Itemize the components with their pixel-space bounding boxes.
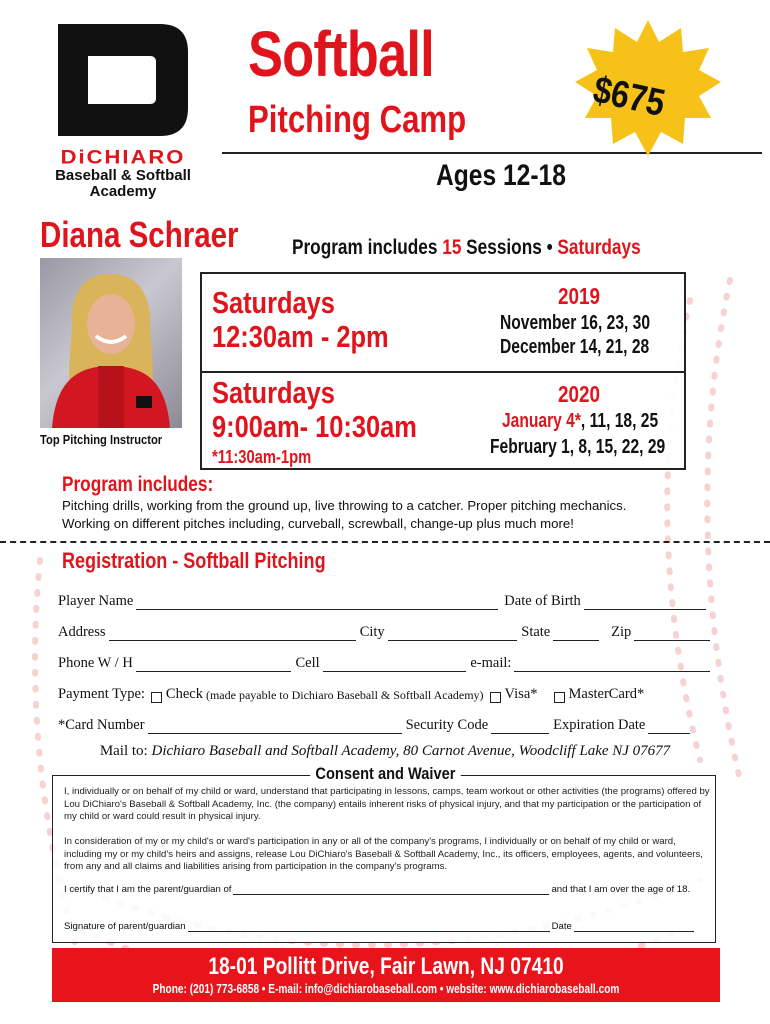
state-label: State [521, 624, 551, 640]
expiration-label: Expiration Date [553, 717, 646, 733]
state-field[interactable] [553, 626, 599, 641]
session2-year: 2020 [558, 381, 600, 407]
visa-label: Visa* [504, 686, 538, 702]
cell-field[interactable] [323, 657, 467, 672]
mail-prefix: Mail to: [99, 743, 152, 759]
card-number-label: *Card Number [58, 717, 145, 733]
mastercard-checkbox[interactable] [554, 692, 565, 703]
logo-subtitle [48, 168, 198, 200]
registration-heading: Registration - Softball Pitching [62, 548, 326, 573]
session1-dates-line1: November 16, 23, 30 [500, 312, 651, 334]
certify-suffix: and that I am over the age of 18. [551, 884, 691, 895]
mail-address: Dichiaro Baseball and Softball Academy, 80 Carnot Avenue, Woodcliff Lake NJ 07677 [151, 743, 671, 759]
program-summary-middle: Sessions • [461, 236, 558, 259]
form-row-card [58, 714, 714, 734]
footer-address: 18-01 Pollitt Drive, Fair Lawn, NJ 07410 [208, 953, 564, 980]
session2-dates-rest: , 11, 18, 25 [580, 410, 659, 432]
zip-field[interactable] [634, 626, 710, 641]
session1-dates-line2: December 14, 21, 28 [500, 336, 650, 358]
session2-dates-line1 [502, 409, 658, 433]
ages-label: Ages 12-18 [436, 159, 566, 192]
form-row-payment [58, 683, 714, 703]
form-row-player [58, 590, 714, 610]
photo-caption: Top Pitching Instructor [40, 432, 163, 447]
player-name-field[interactable] [136, 595, 498, 610]
address-field[interactable] [109, 626, 356, 641]
session2-note: *11:30am-1pm [212, 447, 312, 467]
check-checkbox[interactable] [151, 692, 162, 703]
form-row-phone [58, 652, 714, 672]
phone-label: Phone W / H [58, 655, 133, 671]
player-name-label: Player Name [58, 593, 134, 609]
logo-subtitle-line1: Baseball & Softball [55, 167, 191, 184]
logo-wordmark: DiCHIARO [60, 145, 186, 168]
email-label: e-mail: [470, 655, 512, 671]
certify-prefix: I certify that I am the parent/guardian of [64, 884, 232, 895]
date-label: Date [551, 921, 572, 932]
program-summary [292, 236, 641, 260]
consent-heading: Consent and Waiver [310, 764, 460, 784]
schedule-divider [200, 371, 686, 373]
form-row-address [58, 621, 714, 641]
consent-paragraph-1: I, individually or on behalf of my child or ward, understand that participating in lessons, camps, team workout or other activities (the programs) offered by Lou DiChiaro's Baseball & Softball Academy, Inc. (the company) entails inherent risks of physical injury, and that my participation or the participation of my child or ward could result in physical injury. [64, 786, 710, 823]
child-name-field[interactable] [233, 885, 549, 895]
email-field[interactable] [514, 657, 710, 672]
session-day: Saturdays [557, 236, 641, 259]
dob-label: Date of Birth [504, 593, 581, 609]
session1-year: 2019 [558, 283, 600, 309]
program-includes-heading: Program includes: [62, 473, 214, 496]
dob-field[interactable] [584, 595, 706, 610]
session1-day: Saturdays [212, 285, 335, 320]
city-label: City [359, 624, 385, 640]
visa-checkbox[interactable] [490, 692, 501, 703]
city-field[interactable] [388, 626, 518, 641]
session2-time: 9:00am- 10:30am [212, 409, 417, 444]
page-subtitle: Pitching Camp [248, 99, 467, 141]
d-logo-icon [48, 18, 198, 140]
mastercard-label: MasterCard* [568, 686, 645, 702]
program-includes-line2: Working on different pitches including, curveball, screwball, change-up plus much more! [62, 516, 574, 531]
logo-subtitle-line2: Academy [89, 183, 157, 200]
session2-dates-line2: February 1, 8, 15, 22, 29 [490, 436, 666, 458]
signature-field[interactable] [188, 922, 550, 932]
session2-day: Saturdays [212, 375, 335, 410]
session2-dates-highlight: January 4* [502, 410, 581, 432]
session-count: 15 [442, 236, 462, 259]
mailing-address [0, 743, 770, 760]
cell-label: Cell [295, 655, 320, 671]
footer-contact: Phone: (201) 773-6858 • E-mail: info@dichiarobaseball.com • website: www.dichiarobaseball.com [152, 981, 620, 996]
signature-label: Signature of parent/guardian [64, 921, 186, 932]
price-badge: $675 [589, 69, 669, 126]
security-code-field[interactable] [491, 719, 549, 734]
program-summary-prefix: Program includes [292, 236, 443, 259]
check-label: Check [165, 686, 203, 702]
security-code-label: Security Code [405, 717, 489, 733]
page-title: Softball [248, 18, 434, 90]
program-includes-text [62, 497, 712, 533]
signature-line [64, 921, 710, 932]
address-label: Address [58, 624, 106, 640]
footer-banner [52, 948, 720, 1002]
instructor-photo [40, 258, 182, 428]
consent-heading-wrap [0, 764, 770, 784]
cut-line [0, 541, 770, 543]
consent-paragraph-2: In consideration of my or my child's or ward's participation in any or all of the company's programs, I individually or on behalf of my child or ward, including my or my child's heirs and assigns, release Lou DiChiaro's Baseball & Softball Academy, Inc., its officers, employees, agents, and volunteers, from any and all claims and liabilities arising from participation in the company's programs. [64, 836, 703, 873]
check-note: (made payable to Dichiaro Baseball & Softball Academy) [205, 688, 484, 702]
certify-line [64, 884, 710, 895]
academy-logo [48, 18, 198, 140]
expiration-field[interactable] [648, 719, 690, 734]
instructor-name: Diana Schraer [40, 214, 239, 255]
phone-field[interactable] [136, 657, 292, 672]
zip-label: Zip [611, 624, 632, 640]
program-includes-line1: Pitching drills, working from the ground up, live throwing to a catcher. Proper pitching mechanics. [62, 498, 627, 513]
signature-date-field[interactable] [574, 922, 694, 932]
card-number-field[interactable] [148, 719, 402, 734]
payment-type-label: Payment Type: [58, 686, 145, 702]
session1-time: 12:30am - 2pm [212, 319, 389, 354]
